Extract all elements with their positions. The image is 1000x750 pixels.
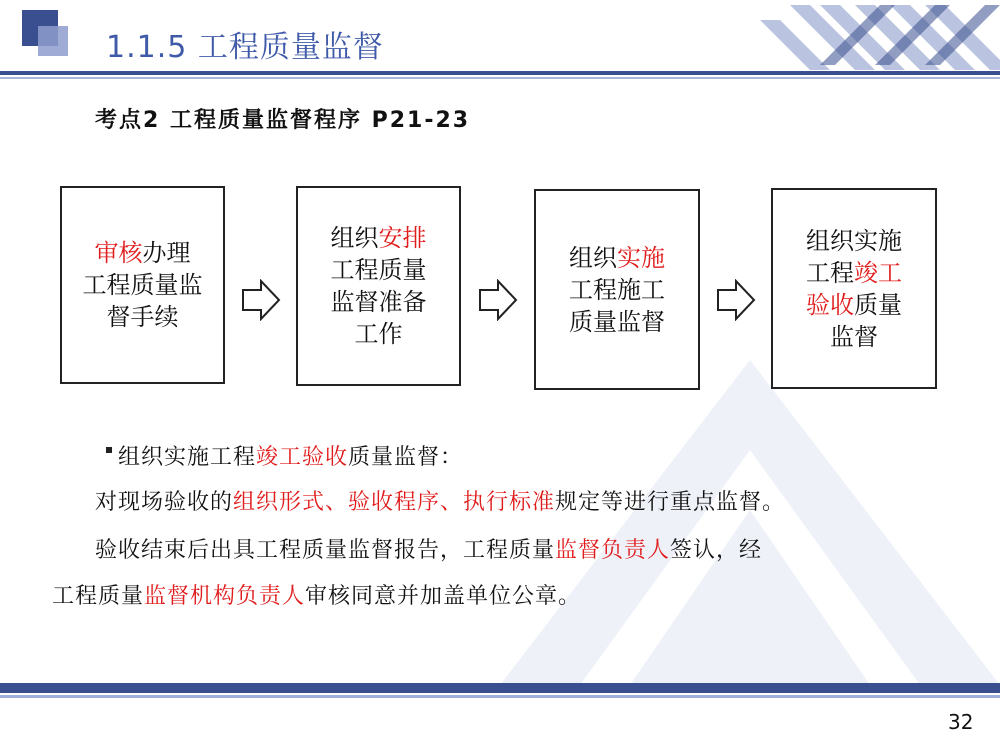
highlighted-text: 组织形式、验收程序、执行标准 xyxy=(233,490,556,515)
text-segment: 组织 xyxy=(569,243,617,272)
highlighted-text: 安排 xyxy=(378,224,427,252)
background-triangle-watermark xyxy=(500,360,1000,685)
flow-arrow-icon xyxy=(716,279,756,321)
footer-band xyxy=(0,683,1000,693)
flow-step-3-text xyxy=(536,242,698,338)
flow-arrow-icon xyxy=(241,279,281,321)
text-segment: 组织实施工程 xyxy=(118,445,257,470)
flow-step-line xyxy=(536,274,698,306)
text-segment: 督手续 xyxy=(106,303,179,331)
footer-band-thin xyxy=(0,695,1000,698)
flow-step-line xyxy=(62,237,223,269)
flow-step-line xyxy=(773,225,935,257)
text-segment: 对现场验收的 xyxy=(95,490,234,515)
flow-step-line xyxy=(298,254,459,286)
flow-step-3 xyxy=(534,189,700,390)
header-stripes-decoration xyxy=(760,0,1000,70)
flow-step-4-text xyxy=(773,225,935,353)
text-segment: 监督 xyxy=(830,322,878,351)
text-segment: 监督准备 xyxy=(330,288,427,316)
text-segment: 工程质量监 xyxy=(82,271,203,299)
highlighted-text: 审核 xyxy=(94,239,143,267)
text-segment: 工程质量 xyxy=(330,256,427,284)
flow-step-line xyxy=(298,286,459,318)
flow-step-line xyxy=(773,289,935,321)
text-segment: 组织实施 xyxy=(806,226,902,255)
text-segment: 工作 xyxy=(354,320,403,348)
highlighted-text: 竣工验收 xyxy=(256,445,349,470)
text-segment: 验收结束后出具工程质量监督报告，工程质量 xyxy=(95,538,556,563)
text-segment: 质量监督： xyxy=(348,445,464,470)
flow-step-line xyxy=(298,222,459,254)
header-rule-thin xyxy=(0,77,1000,79)
flow-arrow-icon xyxy=(478,279,518,321)
page-number: 32 xyxy=(948,710,974,734)
highlighted-text: 竣工 xyxy=(854,258,902,287)
text-segment: 办理 xyxy=(142,239,191,267)
flow-step-2 xyxy=(296,186,461,386)
text-segment: 质量监督 xyxy=(569,307,665,336)
flow-step-line xyxy=(536,306,698,338)
bullet-text xyxy=(118,440,463,471)
flow-step-1-text xyxy=(62,237,223,333)
flow-step-4 xyxy=(771,188,937,389)
highlighted-text: 实施 xyxy=(617,243,665,272)
text-segment: 审核同意并加盖单位公章。 xyxy=(305,584,582,609)
flow-step-line xyxy=(62,269,223,301)
flow-step-line xyxy=(773,321,935,353)
flow-step-line xyxy=(62,301,223,333)
flow-step-line xyxy=(536,242,698,274)
logo-square-light xyxy=(38,26,68,56)
text-segment: 规定等进行重点监督。 xyxy=(555,490,786,515)
paragraph-line xyxy=(95,485,785,516)
flow-step-line xyxy=(298,318,459,350)
page-title: 1.1.5 工程质量监督 xyxy=(106,30,384,65)
flow-step-2-text xyxy=(298,222,459,350)
flow-step-1 xyxy=(60,186,225,384)
highlighted-text: 监督机构负责人 xyxy=(144,584,306,609)
section-heading: 考点2 工程质量监督程序 P21-23 xyxy=(95,108,471,133)
text-segment: 工程施工 xyxy=(569,275,665,304)
flow-step-line xyxy=(773,257,935,289)
highlighted-text: 验收 xyxy=(806,290,854,319)
text-segment: 组织 xyxy=(330,224,379,252)
text-segment: 工程质量 xyxy=(52,584,145,609)
text-segment: 质量 xyxy=(854,290,902,319)
highlighted-text: 监督负责人 xyxy=(555,538,671,563)
text-segment: 签认，经 xyxy=(670,538,763,563)
header-rule xyxy=(0,71,1000,75)
bullet-icon xyxy=(106,447,112,453)
text-segment: 工程 xyxy=(806,258,854,287)
paragraph-line xyxy=(95,533,762,564)
paragraph-line xyxy=(52,579,581,610)
